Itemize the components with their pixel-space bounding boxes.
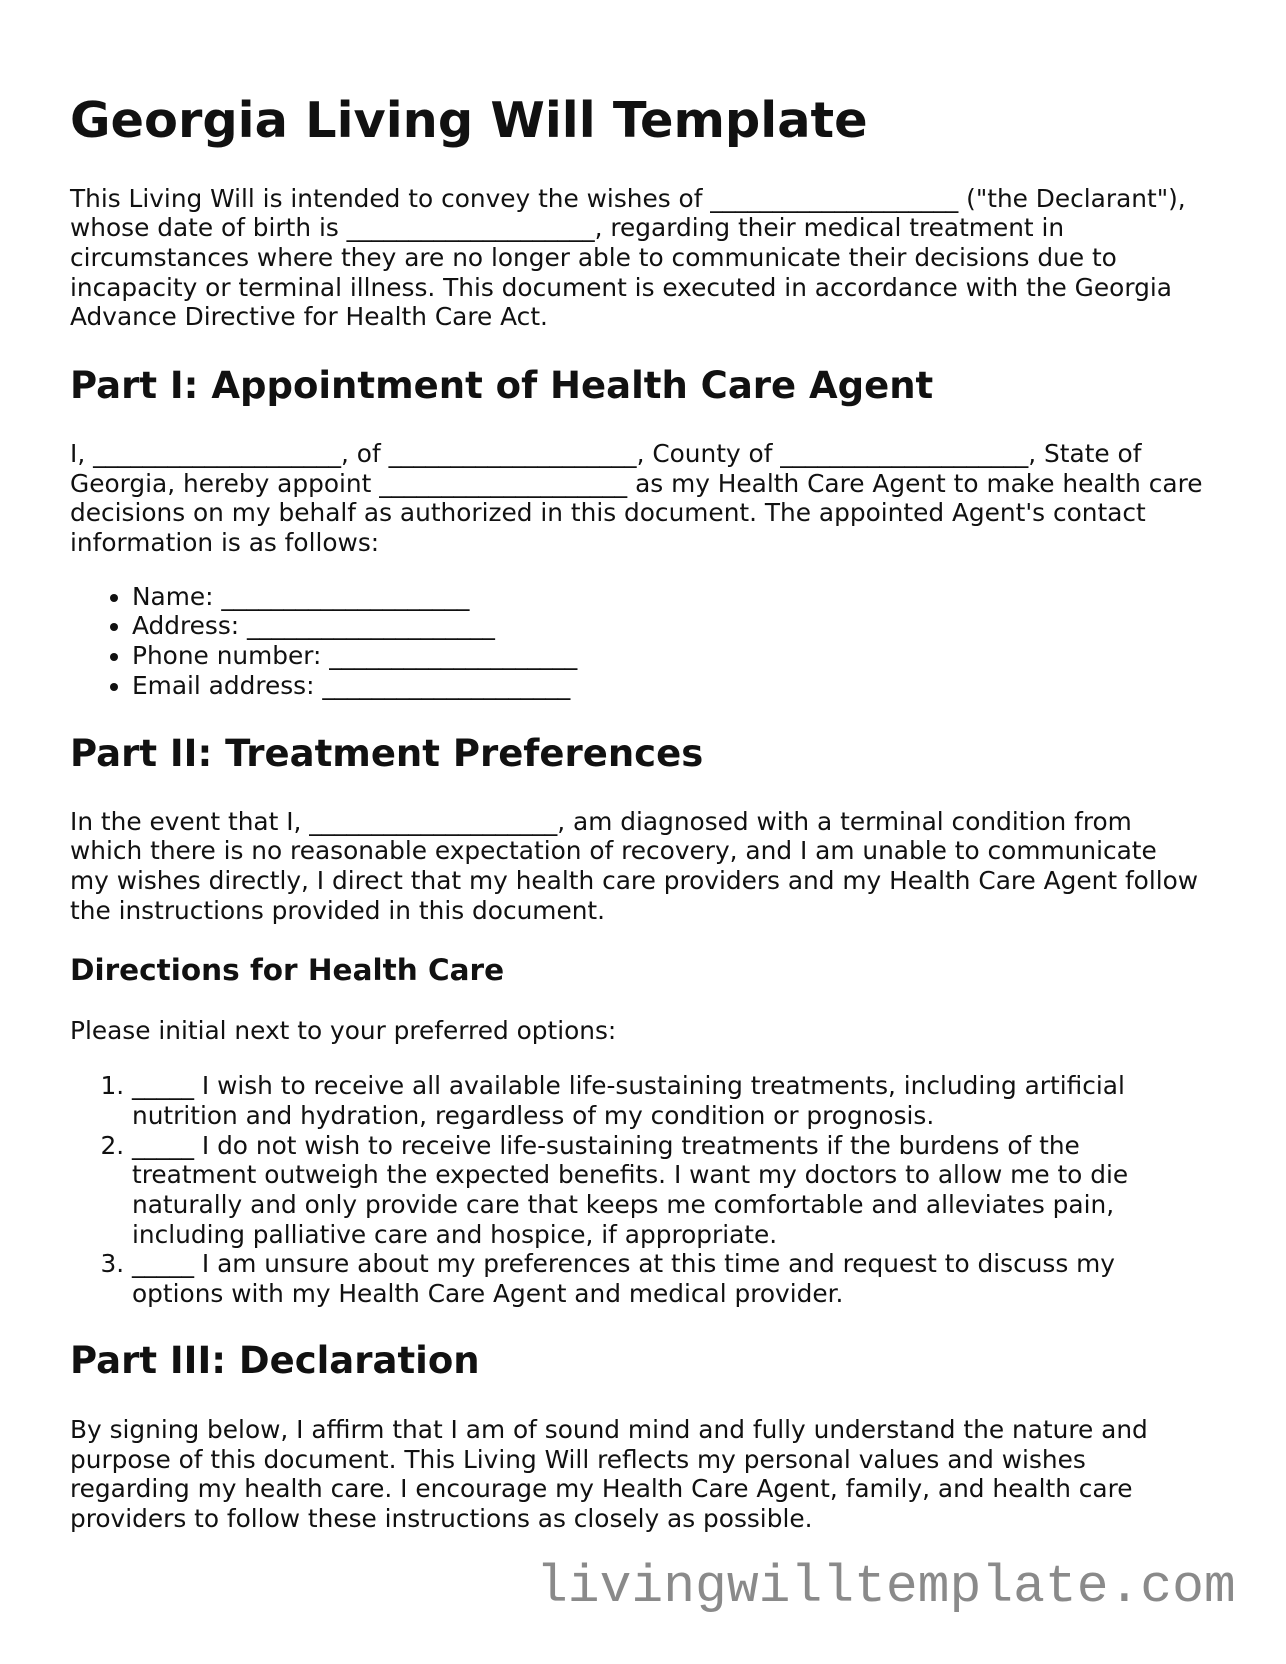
directions-heading: Directions for Health Care xyxy=(70,952,505,987)
treatment-option-3: 3. _____ I am unsure about my preferences at this time and request to discuss my options with my Health Care Agent and medical provider. xyxy=(132,1249,1203,1308)
treatment-option-1: 1. _____ I wish to receive all available life-sustaining treatments, including artificial nutrition and hydration, regardless of my condition or prognosis. xyxy=(132,1071,1203,1130)
contact-field-address: • Address: ____________________ xyxy=(132,611,1203,641)
document-title: Georgia Living Will Template xyxy=(70,90,868,149)
document-page xyxy=(70,0,1203,1534)
part1-heading: Part I: Appointment of Health Care Agent xyxy=(70,364,934,408)
part2-paragraph: In the event that I, ____________________, am diagnosed with a terminal condition from which there is no reasonable expectation of recovery, and I am unable to communicate my wishes directly, I direct that my health care providers and my Health Care Agent follow the instructions provided in this document. xyxy=(70,806,1199,925)
agent-contact-list xyxy=(70,582,1203,701)
part3-heading: Part III: Declaration xyxy=(70,1339,480,1383)
directions-intro: Please initial next to your preferred options: xyxy=(70,1015,617,1045)
treatment-option-2: 2. _____ I do not wish to receive life-sustaining treatments if the burdens of the treatment outweigh the expected benefits. I want my doctors to allow me to die naturally and only provide care that keeps me comfortable and alleviates pain, including palliative care and hospice, if appropriate. xyxy=(132,1131,1203,1250)
contact-field-phone: • Phone number: ____________________ xyxy=(132,641,1203,671)
contact-field-email: • Email address: ____________________ xyxy=(132,671,1203,701)
intro-paragraph: This Living Will is intended to convey the wishes of ____________________ ("the Declarant"), whose date of birth is ____________________, regarding their medical treatment in circumstances where they are no longer able to communicate their decisions due to incapacity or terminal illness. This document is executed in accordance with the Georgia Advance Directive for Health Care Act. xyxy=(70,183,1186,332)
part1-paragraph: I, ____________________, of ____________________, County of ____________________, State of Georgia, hereby appoint ____________________ as my Health Care Agent to make health care decisions on my behalf as authorized in this document. The appointed Agent's contact information is as follows: xyxy=(70,438,1203,557)
treatment-options-list xyxy=(70,1071,1203,1308)
contact-field-name: • Name: ____________________ xyxy=(132,582,1203,612)
part3-paragraph: By signing below, I affirm that I am of sound mind and fully understand the nature and purpose of this document. This Living Will reflects my personal values and wishes regarding my health care. I encourage my Health Care Agent, family, and health care providers to follow these instructions as closely as possible. xyxy=(70,1414,1148,1533)
part2-heading: Part II: Treatment Preferences xyxy=(70,732,704,776)
site-watermark: livingwilltemplate.com xyxy=(536,1557,1236,1617)
